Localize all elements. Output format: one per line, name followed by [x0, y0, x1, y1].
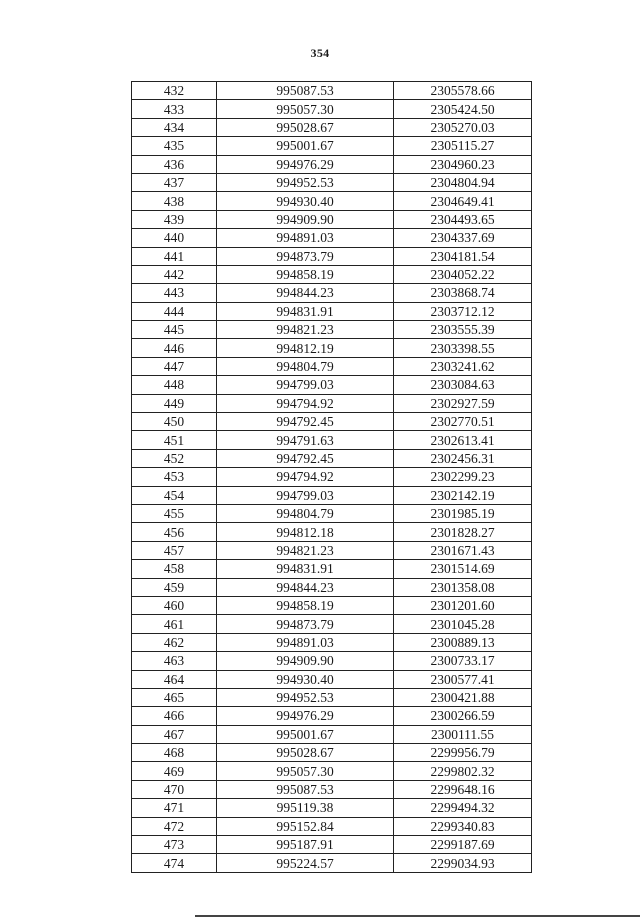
point-number-cell: 468	[132, 744, 217, 762]
x-coordinate-cell: 994792.45	[217, 413, 394, 431]
point-number-cell: 463	[132, 652, 217, 670]
y-coordinate-cell: 2301358.08	[394, 578, 532, 596]
table-row	[132, 688, 532, 706]
table-row	[132, 431, 532, 449]
point-number-cell: 461	[132, 615, 217, 633]
coordinates-table-body	[132, 82, 532, 873]
x-coordinate-cell: 995224.57	[217, 854, 394, 872]
x-coordinate-cell: 994952.53	[217, 688, 394, 706]
y-coordinate-cell: 2303398.55	[394, 339, 532, 357]
table-row	[132, 633, 532, 651]
point-number-cell: 474	[132, 854, 217, 872]
x-coordinate-cell: 994804.79	[217, 357, 394, 375]
bottom-rule	[195, 915, 640, 917]
point-number-cell: 460	[132, 596, 217, 614]
coordinates-table	[131, 81, 532, 873]
table-row	[132, 413, 532, 431]
y-coordinate-cell: 2301828.27	[394, 523, 532, 541]
point-number-cell: 453	[132, 468, 217, 486]
x-coordinate-cell: 994831.91	[217, 560, 394, 578]
table-row	[132, 284, 532, 302]
point-number-cell: 447	[132, 357, 217, 375]
point-number-cell: 466	[132, 707, 217, 725]
y-coordinate-cell: 2304493.65	[394, 210, 532, 228]
table-row	[132, 560, 532, 578]
point-number-cell: 455	[132, 504, 217, 522]
table-row	[132, 780, 532, 798]
x-coordinate-cell: 995119.38	[217, 799, 394, 817]
table-row	[132, 523, 532, 541]
point-number-cell: 449	[132, 394, 217, 412]
y-coordinate-cell: 2300733.17	[394, 652, 532, 670]
table-row	[132, 357, 532, 375]
y-coordinate-cell: 2302456.31	[394, 449, 532, 467]
point-number-cell: 445	[132, 321, 217, 339]
y-coordinate-cell: 2301514.69	[394, 560, 532, 578]
table-row	[132, 596, 532, 614]
y-coordinate-cell: 2305270.03	[394, 118, 532, 136]
point-number-cell: 433	[132, 100, 217, 118]
table-row	[132, 504, 532, 522]
table-row	[132, 265, 532, 283]
x-coordinate-cell: 994844.23	[217, 578, 394, 596]
y-coordinate-cell: 2303084.63	[394, 376, 532, 394]
table-row	[132, 615, 532, 633]
x-coordinate-cell: 995087.53	[217, 780, 394, 798]
y-coordinate-cell: 2301201.60	[394, 596, 532, 614]
y-coordinate-cell: 2299956.79	[394, 744, 532, 762]
point-number-cell: 454	[132, 486, 217, 504]
x-coordinate-cell: 995001.67	[217, 137, 394, 155]
point-number-cell: 452	[132, 449, 217, 467]
page-number: 354	[310, 46, 330, 60]
x-coordinate-cell: 995187.91	[217, 836, 394, 854]
x-coordinate-cell: 994844.23	[217, 284, 394, 302]
x-coordinate-cell: 994821.23	[217, 321, 394, 339]
table-row	[132, 854, 532, 872]
y-coordinate-cell: 2303555.39	[394, 321, 532, 339]
x-coordinate-cell: 994976.29	[217, 155, 394, 173]
y-coordinate-cell: 2299648.16	[394, 780, 532, 798]
x-coordinate-cell: 994873.79	[217, 615, 394, 633]
x-coordinate-cell: 994831.91	[217, 302, 394, 320]
point-number-cell: 446	[132, 339, 217, 357]
y-coordinate-cell: 2304649.41	[394, 192, 532, 210]
y-coordinate-cell: 2305424.50	[394, 100, 532, 118]
table-row	[132, 670, 532, 688]
y-coordinate-cell: 2301985.19	[394, 504, 532, 522]
y-coordinate-cell: 2299802.32	[394, 762, 532, 780]
table-row	[132, 725, 532, 743]
point-number-cell: 465	[132, 688, 217, 706]
table-row	[132, 836, 532, 854]
point-number-cell: 458	[132, 560, 217, 578]
x-coordinate-cell: 995057.30	[217, 100, 394, 118]
point-number-cell: 440	[132, 229, 217, 247]
x-coordinate-cell: 994794.92	[217, 394, 394, 412]
point-number-cell: 469	[132, 762, 217, 780]
x-coordinate-cell: 994794.92	[217, 468, 394, 486]
table-row	[132, 339, 532, 357]
table-row	[132, 799, 532, 817]
table-row	[132, 192, 532, 210]
x-coordinate-cell: 994812.19	[217, 339, 394, 357]
table-row	[132, 173, 532, 191]
y-coordinate-cell: 2300266.59	[394, 707, 532, 725]
table-row	[132, 762, 532, 780]
point-number-cell: 443	[132, 284, 217, 302]
y-coordinate-cell: 2305115.27	[394, 137, 532, 155]
x-coordinate-cell: 994804.79	[217, 504, 394, 522]
table-row	[132, 744, 532, 762]
point-number-cell: 451	[132, 431, 217, 449]
x-coordinate-cell: 994930.40	[217, 192, 394, 210]
table-row	[132, 541, 532, 559]
point-number-cell: 464	[132, 670, 217, 688]
table-row	[132, 247, 532, 265]
table-row	[132, 321, 532, 339]
y-coordinate-cell: 2299340.83	[394, 817, 532, 835]
table-row	[132, 229, 532, 247]
x-coordinate-cell: 994909.90	[217, 210, 394, 228]
point-number-cell: 438	[132, 192, 217, 210]
table-row	[132, 376, 532, 394]
table-row	[132, 118, 532, 136]
x-coordinate-cell: 995028.67	[217, 118, 394, 136]
y-coordinate-cell: 2300421.88	[394, 688, 532, 706]
x-coordinate-cell: 994976.29	[217, 707, 394, 725]
x-coordinate-cell: 994791.63	[217, 431, 394, 449]
point-number-cell: 448	[132, 376, 217, 394]
table-row	[132, 468, 532, 486]
point-number-cell: 473	[132, 836, 217, 854]
point-number-cell: 459	[132, 578, 217, 596]
table-row	[132, 817, 532, 835]
x-coordinate-cell: 994812.18	[217, 523, 394, 541]
point-number-cell: 442	[132, 265, 217, 283]
point-number-cell: 467	[132, 725, 217, 743]
x-coordinate-cell: 994891.03	[217, 229, 394, 247]
point-number-cell: 471	[132, 799, 217, 817]
y-coordinate-cell: 2304960.23	[394, 155, 532, 173]
y-coordinate-cell: 2302927.59	[394, 394, 532, 412]
y-coordinate-cell: 2304804.94	[394, 173, 532, 191]
x-coordinate-cell: 995152.84	[217, 817, 394, 835]
y-coordinate-cell: 2304337.69	[394, 229, 532, 247]
y-coordinate-cell: 2300889.13	[394, 633, 532, 651]
y-coordinate-cell: 2300111.55	[394, 725, 532, 743]
y-coordinate-cell: 2302770.51	[394, 413, 532, 431]
point-number-cell: 457	[132, 541, 217, 559]
x-coordinate-cell: 994873.79	[217, 247, 394, 265]
x-coordinate-cell: 994792.45	[217, 449, 394, 467]
y-coordinate-cell: 2301671.43	[394, 541, 532, 559]
point-number-cell: 472	[132, 817, 217, 835]
x-coordinate-cell: 994930.40	[217, 670, 394, 688]
point-number-cell: 432	[132, 82, 217, 100]
x-coordinate-cell: 994891.03	[217, 633, 394, 651]
x-coordinate-cell: 994909.90	[217, 652, 394, 670]
table-row	[132, 449, 532, 467]
table-row	[132, 210, 532, 228]
y-coordinate-cell: 2303241.62	[394, 357, 532, 375]
x-coordinate-cell: 994799.03	[217, 486, 394, 504]
point-number-cell: 462	[132, 633, 217, 651]
point-number-cell: 441	[132, 247, 217, 265]
y-coordinate-cell: 2302142.19	[394, 486, 532, 504]
x-coordinate-cell: 995028.67	[217, 744, 394, 762]
table-row	[132, 652, 532, 670]
table-row	[132, 707, 532, 725]
point-number-cell: 436	[132, 155, 217, 173]
table-row	[132, 82, 532, 100]
y-coordinate-cell: 2299034.93	[394, 854, 532, 872]
y-coordinate-cell: 2305578.66	[394, 82, 532, 100]
x-coordinate-cell: 994799.03	[217, 376, 394, 394]
x-coordinate-cell: 994821.23	[217, 541, 394, 559]
table-row	[132, 486, 532, 504]
x-coordinate-cell: 995057.30	[217, 762, 394, 780]
table-row	[132, 137, 532, 155]
x-coordinate-cell: 995087.53	[217, 82, 394, 100]
x-coordinate-cell: 995001.67	[217, 725, 394, 743]
x-coordinate-cell: 994858.19	[217, 265, 394, 283]
point-number-cell: 435	[132, 137, 217, 155]
table-row	[132, 100, 532, 118]
table-row	[132, 155, 532, 173]
y-coordinate-cell: 2304052.22	[394, 265, 532, 283]
point-number-cell: 470	[132, 780, 217, 798]
y-coordinate-cell: 2299187.69	[394, 836, 532, 854]
point-number-cell: 437	[132, 173, 217, 191]
x-coordinate-cell: 994858.19	[217, 596, 394, 614]
x-coordinate-cell: 994952.53	[217, 173, 394, 191]
table-row	[132, 302, 532, 320]
y-coordinate-cell: 2304181.54	[394, 247, 532, 265]
table-row	[132, 578, 532, 596]
y-coordinate-cell: 2302613.41	[394, 431, 532, 449]
point-number-cell: 456	[132, 523, 217, 541]
y-coordinate-cell: 2303712.12	[394, 302, 532, 320]
point-number-cell: 434	[132, 118, 217, 136]
point-number-cell: 444	[132, 302, 217, 320]
y-coordinate-cell: 2301045.28	[394, 615, 532, 633]
point-number-cell: 450	[132, 413, 217, 431]
y-coordinate-cell: 2303868.74	[394, 284, 532, 302]
y-coordinate-cell: 2299494.32	[394, 799, 532, 817]
y-coordinate-cell: 2300577.41	[394, 670, 532, 688]
table-row	[132, 394, 532, 412]
y-coordinate-cell: 2302299.23	[394, 468, 532, 486]
point-number-cell: 439	[132, 210, 217, 228]
